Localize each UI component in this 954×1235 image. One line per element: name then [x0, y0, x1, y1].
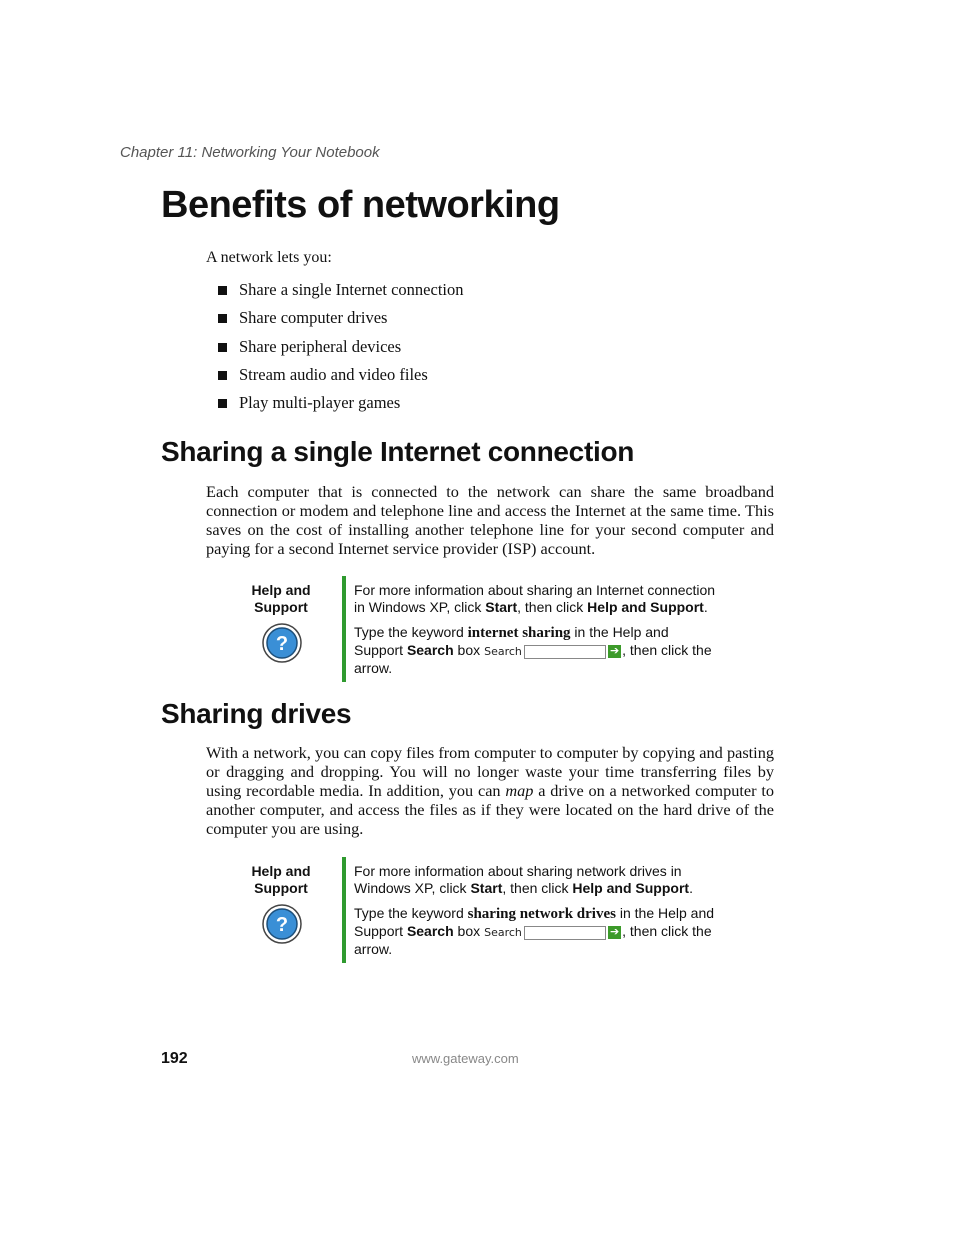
go-arrow-icon: ➔ [610, 645, 620, 658]
note-internet [354, 582, 716, 685]
note-accent-bar [342, 576, 346, 682]
help-support-label: Help and Support [251, 863, 311, 896]
search-box-image: Search ➔ [484, 645, 620, 659]
note-paragraph: For more information about sharing network drives in Windows XP, click Start, then click Help and Support. [354, 863, 693, 896]
help-question-icon [262, 904, 302, 944]
note-paragraph: Type the keyword internet sharing in the Help and Support Search box Search ➔ , then click the arrow. [354, 624, 712, 677]
list-item: Share peripheral devices [218, 335, 464, 363]
section-title-internet: Sharing a single Internet connection [161, 436, 635, 467]
help-question-icon [262, 623, 302, 663]
go-arrow-icon: ➔ [610, 926, 620, 939]
note-drives [354, 863, 716, 966]
search-field [524, 645, 606, 659]
search-box-image: Search ➔ [484, 926, 620, 940]
bullet-square-icon [218, 371, 227, 380]
note-accent-bar [342, 857, 346, 963]
footer-url: www.gateway.com [412, 1051, 519, 1066]
svg-text:?: ? [275, 633, 289, 655]
bullet-square-icon [218, 286, 227, 295]
bullet-square-icon [218, 314, 227, 323]
page-number: 192 [161, 1050, 188, 1067]
drives-body: With a network, you can copy files from computer to computer by copying and pasting or dragging and dropping. You will no longer waste your time transferring files by using recordable media. In addition, you can map a drive on a networked computer to another computer, and access the files as if they were located on the hard drive of the computer you are using. [206, 743, 775, 838]
list-item: Share computer drives [218, 306, 464, 334]
list-item: Play multi-player games [218, 391, 464, 419]
internet-body: Each computer that is connected to the network can share the same broadband connection or modem and telephone line and access the Internet at the same time. This saves on the cost of installing another telephone line for your second computer and paying for a second Internet service provider (ISP) account. [206, 482, 774, 558]
benefits-list [218, 278, 464, 419]
svg-text:?: ? [275, 914, 289, 936]
chapter-header: Chapter 11: Networking Your Notebook [120, 144, 380, 161]
list-item: Share a single Internet connection [218, 278, 464, 306]
list-item: Stream audio and video files [218, 363, 464, 391]
note-paragraph: For more information about sharing an Internet connection in Windows XP, click Start, then click Help and Support. [354, 582, 716, 615]
search-field [524, 926, 606, 940]
intro-text: A network lets you: [206, 249, 332, 266]
bullet-square-icon [218, 343, 227, 352]
bullet-square-icon [218, 399, 227, 408]
section-title-drives: Sharing drives [161, 698, 352, 729]
help-support-label: Help and Support [251, 582, 311, 615]
page-title: Benefits of networking [161, 184, 560, 226]
note-paragraph: Type the keyword sharing network drives in the Help and Support Search box Search ➔ , then click the arrow. [354, 905, 715, 958]
